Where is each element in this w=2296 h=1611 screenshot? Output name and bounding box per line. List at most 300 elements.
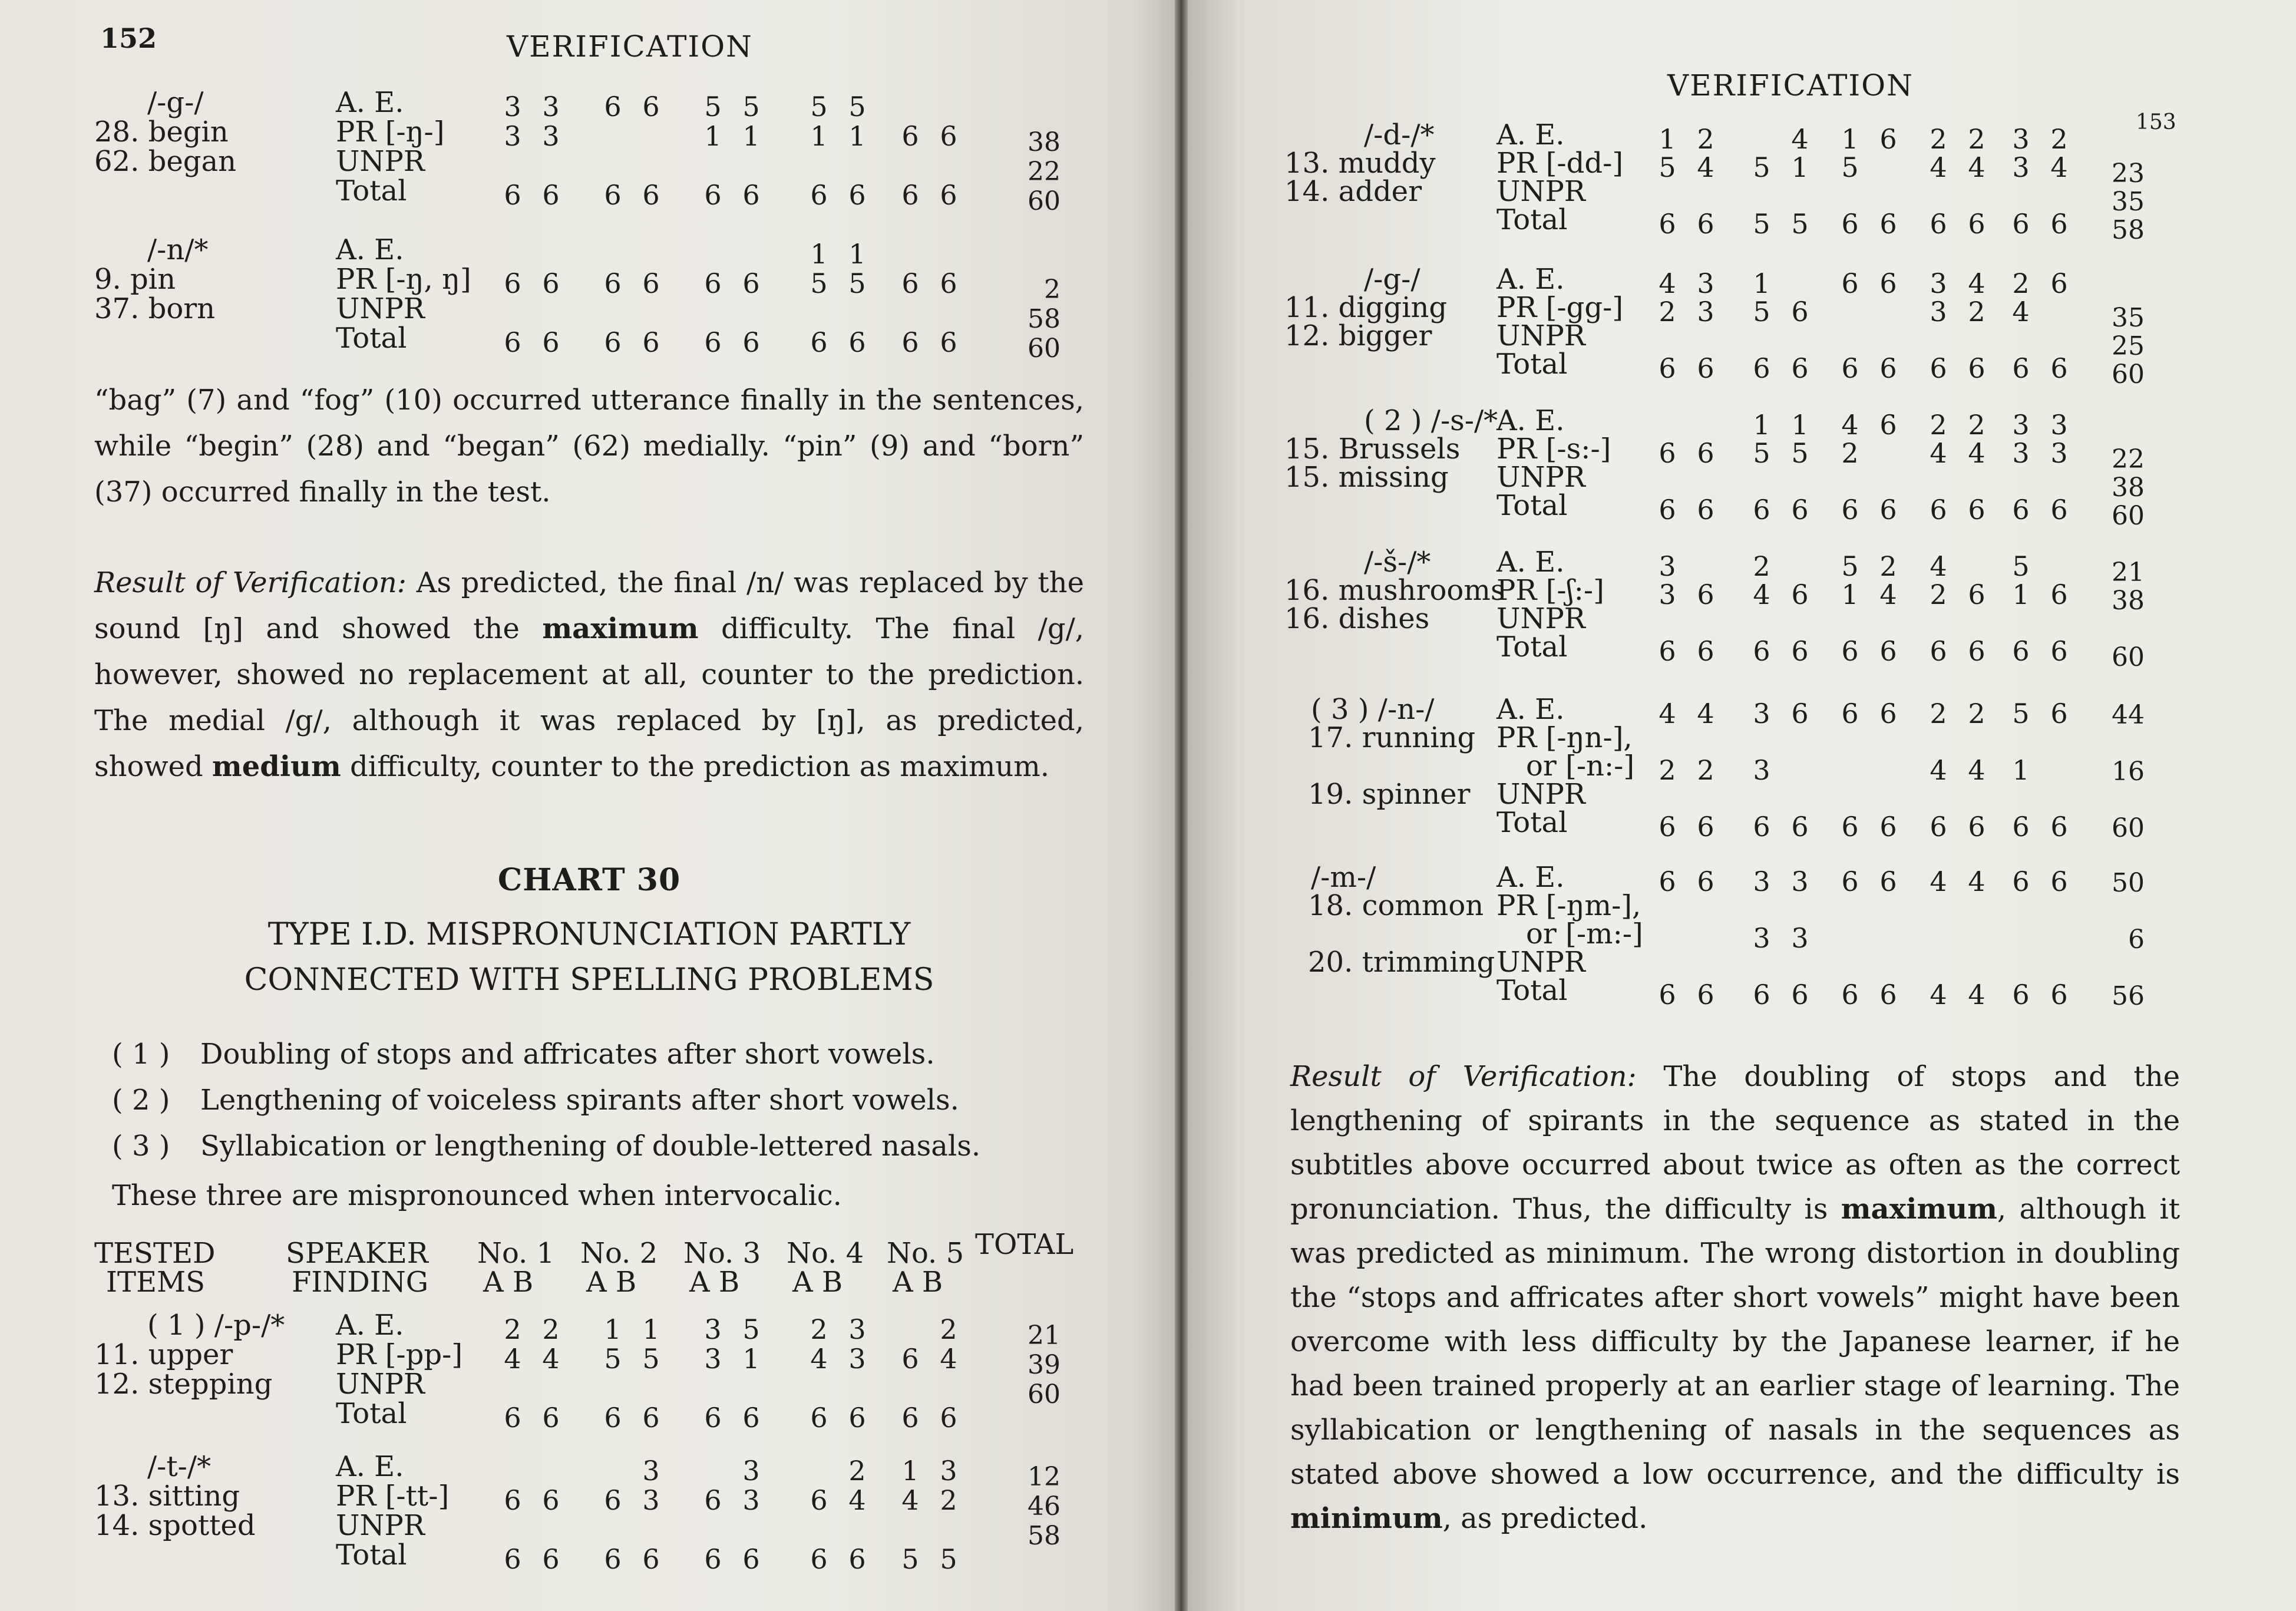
table-cell: 6 <box>1791 979 1809 1011</box>
table-cell: 2 <box>1879 550 1897 582</box>
table-cell: 6 <box>1753 811 1770 843</box>
table-cell: 6 <box>2050 268 2068 299</box>
row-label: UNPR <box>336 145 425 178</box>
table-cell: 6 <box>542 1484 560 1516</box>
row-label: Total <box>1496 974 1568 1007</box>
table-cell: 6 <box>1968 811 1986 843</box>
table-cell: 4 <box>1968 268 1986 299</box>
table-cell: 6 <box>901 179 919 211</box>
table-cell: 3 <box>1753 922 1770 954</box>
table-cell: 6 <box>642 1402 660 1434</box>
table-cell: 2 <box>1930 123 1947 155</box>
table-cell: 6 <box>742 1402 760 1434</box>
table-cell: 3 <box>642 1484 660 1516</box>
row-total: 38 <box>2112 473 2145 503</box>
test-item: 19. spinner <box>1308 778 1471 811</box>
list-text: Doubling of stops and affricates after short vowels. <box>200 1038 935 1071</box>
table-cell: 3 <box>1930 296 1947 328</box>
table-cell: 6 <box>1930 494 1947 526</box>
test-item: 13. sitting <box>94 1480 240 1513</box>
chart-subtitle-2: CONNECTED WITH SPELLING PROBLEMS <box>244 962 934 998</box>
test-item: 16. mushrooms <box>1284 574 1505 607</box>
row-total: 58 <box>1028 1521 1061 1551</box>
left-result-paragraph <box>94 560 1084 790</box>
table-cell: 6 <box>1659 811 1676 843</box>
table-cell: 6 <box>704 326 722 358</box>
table-cell: 4 <box>1659 268 1676 299</box>
table-cell: 5 <box>742 1313 760 1345</box>
chart-title: CHART 30 <box>497 862 681 898</box>
row-label: Total <box>336 1397 407 1430</box>
header-items: ITEMS <box>106 1266 206 1299</box>
row-total: 50 <box>2112 868 2145 898</box>
test-item: 11. upper <box>94 1338 233 1371</box>
row-label: A. E. <box>336 1309 404 1342</box>
header-tested: TESTED <box>94 1237 216 1270</box>
table-cell: 6 <box>1697 208 1714 240</box>
row-label: Total <box>336 1539 407 1572</box>
table-cell: 6 <box>940 1402 957 1434</box>
table-cell: 6 <box>1879 409 1897 441</box>
table-cell: 6 <box>848 1402 866 1434</box>
phoneme-label: /-š-/* <box>1364 546 1431 579</box>
table-cell: 6 <box>1841 698 1859 729</box>
table-cell: 6 <box>810 1402 828 1434</box>
table-cell: 6 <box>2012 494 2030 526</box>
table-cell: 6 <box>604 268 622 299</box>
row-label: A. E. <box>1496 404 1565 437</box>
table-cell: 4 <box>1697 698 1714 729</box>
table-cell: 6 <box>1968 579 1986 610</box>
row-total: 60 <box>1028 334 1061 364</box>
table-cell: 1 <box>1753 268 1770 299</box>
table-cell: 6 <box>504 1484 521 1516</box>
row-label: A. E. <box>336 233 404 266</box>
table-cell: 6 <box>542 179 560 211</box>
list-text: Syllabication or lengthening of double-lettered nasals. <box>200 1130 981 1163</box>
table-cell: 3 <box>504 91 521 123</box>
table-cell: 1 <box>704 120 722 152</box>
phoneme-label: /-m-/ <box>1311 861 1376 894</box>
table-cell: 5 <box>704 91 722 123</box>
table-cell: 5 <box>1753 151 1770 183</box>
table-cell: 6 <box>1791 296 1809 328</box>
right-result-text-d: , as predicted. <box>1442 1502 1648 1535</box>
table-cell: 6 <box>604 91 622 123</box>
list-number: ( 2 ) <box>112 1084 170 1117</box>
row-label: PR [-ŋm-], <box>1496 889 1641 922</box>
row-label: PR [-pp-] <box>336 1338 463 1371</box>
result-text-c: difficulty. The final /g/, however, showed no replacement at all, counter to the prediction. The medial /g/, although it was replaced by [ŋ], as predicted, showed <box>94 612 1085 783</box>
phoneme-label: ( 1 ) /-p-/* <box>147 1309 285 1342</box>
test-item: 17. running <box>1308 721 1476 754</box>
table-cell: 6 <box>542 326 560 358</box>
row-label: UNPR <box>1496 319 1585 352</box>
table-cell: 6 <box>604 326 622 358</box>
test-item: 28. begin <box>94 115 229 148</box>
table-cell: 4 <box>1968 979 1986 1011</box>
row-total: 38 <box>2112 586 2145 616</box>
table-cell: 4 <box>1968 866 1986 897</box>
row-label: A. E. <box>1496 118 1565 151</box>
table-cell: 6 <box>1659 635 1676 667</box>
table-cell: 6 <box>940 120 957 152</box>
table-cell: 4 <box>940 1343 957 1375</box>
table-cell: 1 <box>742 120 760 152</box>
table-cell: 4 <box>1930 754 1947 786</box>
row-label: Total <box>336 174 407 207</box>
table-cell: 2 <box>1968 123 1986 155</box>
right-result-label: Result of Verification: <box>1290 1060 1637 1093</box>
table-cell: 6 <box>2050 494 2068 526</box>
left-paragraph-1: “bag” (7) and “fog” (10) occurred utterance finally in the sentences, while “begin” (28) and “began” (62) medially. “pin” (9) and “born” (37) occurred finally in the test. <box>94 384 1084 509</box>
row-total: 58 <box>2112 215 2145 245</box>
row-label: or [-m:-] <box>1526 917 1643 950</box>
row-label: PR [-ʃ:-] <box>1496 574 1604 607</box>
table-cell: 3 <box>1697 296 1714 328</box>
row-label: PR [-ŋ, ŋ] <box>336 263 471 296</box>
table-cell: 6 <box>1659 494 1676 526</box>
row-label: PR [-gg-] <box>1496 291 1624 324</box>
table-cell: 1 <box>642 1313 660 1345</box>
table-cell: 6 <box>742 268 760 299</box>
table-cell: 6 <box>604 1484 622 1516</box>
phoneme-label: /-g-/ <box>1364 263 1420 296</box>
table-cell: 6 <box>1841 268 1859 299</box>
table-cell: 6 <box>1930 352 1947 384</box>
table-cell: 3 <box>848 1343 866 1375</box>
row-label: UNPR <box>336 1368 425 1401</box>
table-cell: 6 <box>901 1343 919 1375</box>
list-number: ( 3 ) <box>112 1130 170 1163</box>
table-cell: 3 <box>704 1313 722 1345</box>
table-cell: 3 <box>1697 268 1714 299</box>
phoneme-label: /-t-/* <box>147 1450 212 1483</box>
table-cell: 6 <box>642 91 660 123</box>
right-result-paragraph <box>1290 1055 2180 1541</box>
table-cell: 6 <box>2012 811 2030 843</box>
header-ab: A B <box>792 1266 843 1299</box>
row-label: PR [-ŋ-] <box>336 115 445 148</box>
phoneme-label: ( 3 ) /-n-/ <box>1311 693 1435 726</box>
row-total: 39 <box>1028 1350 1061 1380</box>
row-total: 60 <box>1028 1379 1061 1409</box>
table-cell: 4 <box>1930 151 1947 183</box>
chart-subtitle-1: TYPE I.D. MISPRONUNCIATION PARTLY <box>267 917 911 952</box>
table-cell: 4 <box>1791 123 1809 155</box>
table-cell: 5 <box>1791 437 1809 469</box>
test-item: 15. missing <box>1284 461 1449 494</box>
table-cell: 1 <box>742 1343 760 1375</box>
table-cell: 2 <box>1697 123 1714 155</box>
table-cell: 6 <box>1930 208 1947 240</box>
table-cell: 6 <box>1879 698 1897 729</box>
table-cell: 1 <box>1659 123 1676 155</box>
row-total: 56 <box>2112 981 2145 1011</box>
table-cell: 6 <box>1659 437 1676 469</box>
table-cell: 6 <box>742 179 760 211</box>
table-cell: 3 <box>940 1455 957 1487</box>
header-ab: A B <box>483 1266 534 1299</box>
table-cell: 6 <box>1697 579 1714 610</box>
table-cell: 6 <box>1659 208 1676 240</box>
list-number: ( 1 ) <box>112 1038 170 1071</box>
table-cell: 6 <box>704 1402 722 1434</box>
table-cell: 2 <box>810 1313 828 1345</box>
table-cell: 4 <box>901 1484 919 1516</box>
table-cell: 4 <box>1930 550 1947 582</box>
table-cell: 6 <box>810 326 828 358</box>
table-cell: 6 <box>642 326 660 358</box>
table-cell: 3 <box>542 91 560 123</box>
row-total: 60 <box>2112 642 2145 672</box>
table-cell: 6 <box>1841 866 1859 897</box>
table-cell: 6 <box>2050 866 2068 897</box>
table-cell: 3 <box>2012 409 2030 441</box>
result-text-d: difficulty, counter to the prediction as maximum. <box>341 750 1050 783</box>
table-cell: 2 <box>1659 754 1676 786</box>
table-cell: 6 <box>1753 979 1770 1011</box>
list-text: Lengthening of voiceless spirants after short vowels. <box>200 1084 959 1117</box>
test-item: 15. Brussels <box>1284 433 1461 466</box>
table-cell: 6 <box>1697 811 1714 843</box>
table-cell: 6 <box>1968 352 1986 384</box>
table-cell: 2 <box>1930 409 1947 441</box>
table-cell: 6 <box>1841 811 1859 843</box>
table-cell: 6 <box>1791 635 1809 667</box>
table-cell: 2 <box>2012 268 2030 299</box>
table-cell: 5 <box>810 268 828 299</box>
row-total: 25 <box>2112 331 2145 361</box>
table-cell: 4 <box>1930 979 1947 1011</box>
table-cell: 6 <box>1841 635 1859 667</box>
table-cell: 4 <box>1930 866 1947 897</box>
table-cell: 6 <box>1697 352 1714 384</box>
table-cell: 5 <box>1791 208 1809 240</box>
table-cell: 2 <box>1841 437 1859 469</box>
row-total: 21 <box>2112 557 2145 587</box>
table-cell: 6 <box>1841 208 1859 240</box>
table-cell: 6 <box>2012 866 2030 897</box>
table-cell: 5 <box>1841 151 1859 183</box>
table-cell: 1 <box>1791 409 1809 441</box>
table-cell: 1 <box>2012 579 2030 610</box>
table-cell: 6 <box>542 1543 560 1575</box>
table-cell: 6 <box>1968 635 1986 667</box>
table-cell: 1 <box>604 1313 622 1345</box>
result-bold-medium: medium <box>212 750 341 783</box>
row-label: Total <box>1496 203 1568 236</box>
list-note: These three are mispronounced when intervocalic. <box>112 1179 842 1212</box>
table-cell: 6 <box>542 1402 560 1434</box>
table-cell: 3 <box>2012 437 2030 469</box>
table-cell: 6 <box>848 179 866 211</box>
table-cell: 6 <box>2012 979 2030 1011</box>
table-cell: 5 <box>1753 296 1770 328</box>
table-cell: 6 <box>2050 208 2068 240</box>
table-cell: 1 <box>1791 151 1809 183</box>
table-cell: 4 <box>1968 754 1986 786</box>
table-cell: 6 <box>1659 979 1676 1011</box>
table-cell: 5 <box>848 91 866 123</box>
table-cell: 6 <box>742 1543 760 1575</box>
table-cell: 4 <box>1879 579 1897 610</box>
table-cell: 3 <box>1753 866 1770 897</box>
table-cell: 6 <box>810 1543 828 1575</box>
table-cell: 1 <box>1841 123 1859 155</box>
table-cell: 6 <box>504 326 521 358</box>
table-cell: 4 <box>504 1343 521 1375</box>
table-cell: 6 <box>1753 494 1770 526</box>
phoneme-label: /-g-/ <box>147 86 204 119</box>
row-label: UNPR <box>336 292 425 325</box>
table-cell: 6 <box>642 179 660 211</box>
table-cell: 2 <box>940 1484 957 1516</box>
table-cell: 3 <box>2012 151 2030 183</box>
header-ab: A B <box>893 1266 943 1299</box>
test-item: 12. bigger <box>1284 319 1432 352</box>
right-result-bold-minimum: minimum <box>1290 1502 1443 1535</box>
table-cell: 2 <box>1968 698 1986 729</box>
test-item: 12. stepping <box>94 1368 273 1401</box>
row-total: 35 <box>2112 303 2145 333</box>
header-ab: A B <box>689 1266 740 1299</box>
table-cell: 4 <box>1841 409 1859 441</box>
table-cell: 3 <box>742 1484 760 1516</box>
table-cell: 6 <box>901 120 919 152</box>
table-cell: 5 <box>810 91 828 123</box>
left-running-head: VERIFICATION <box>507 29 753 64</box>
row-total: 35 <box>2112 187 2145 217</box>
row-total: 60 <box>2112 501 2145 531</box>
test-item: 37. born <box>94 292 216 325</box>
row-total: 38 <box>1028 127 1061 157</box>
table-cell: 3 <box>1753 698 1770 729</box>
test-item: 16. dishes <box>1284 602 1430 635</box>
table-cell: 5 <box>1753 437 1770 469</box>
row-label: or [-n:-] <box>1526 750 1635 783</box>
right-result-text-a: The doubling of stops and the lengthening of spirants in the sequence as stated in the subtitles above occurred about twice as often as the correct pronunciation. Thus, the difficulty is <box>1290 1060 2181 1226</box>
table-cell: 6 <box>1968 208 1986 240</box>
result-label: Result of Verification: <box>94 566 407 599</box>
table-cell: 1 <box>1753 409 1770 441</box>
table-cell: 6 <box>1879 352 1897 384</box>
row-label: PR [-s:-] <box>1496 433 1611 466</box>
table-cell: 3 <box>742 1455 760 1487</box>
table-cell: 6 <box>1791 698 1809 729</box>
table-cell: 6 <box>901 268 919 299</box>
table-cell: 6 <box>1841 352 1859 384</box>
table-cell: 6 <box>2012 635 2030 667</box>
table-cell: 6 <box>604 1543 622 1575</box>
table-cell: 6 <box>504 268 521 299</box>
table-cell: 6 <box>1879 979 1897 1011</box>
table-cell: 4 <box>2012 296 2030 328</box>
row-total: 23 <box>2112 159 2145 189</box>
row-label: A. E. <box>1496 546 1565 579</box>
header-ab: A B <box>586 1266 637 1299</box>
table-cell: 6 <box>1697 866 1714 897</box>
test-item: 9. pin <box>94 263 176 296</box>
test-item: 14. adder <box>1284 175 1422 208</box>
table-cell: 1 <box>1841 579 1859 610</box>
table-cell: 6 <box>704 1484 722 1516</box>
header-speaker-no: No. 4 <box>787 1237 864 1270</box>
table-cell: 2 <box>1697 754 1714 786</box>
table-cell: 3 <box>1791 866 1809 897</box>
table-cell: 5 <box>604 1343 622 1375</box>
row-total: 22 <box>1028 157 1061 187</box>
header-speaker-no: No. 2 <box>580 1237 658 1270</box>
book-gutter <box>1175 0 1188 1611</box>
table-cell: 1 <box>848 120 866 152</box>
row-label: Total <box>1496 348 1568 381</box>
table-cell: 2 <box>1753 550 1770 582</box>
table-cell: 6 <box>901 1402 919 1434</box>
row-total: 44 <box>2112 700 2145 730</box>
table-cell: 6 <box>1753 635 1770 667</box>
table-cell: 6 <box>1697 979 1714 1011</box>
test-item: 18. common <box>1308 889 1484 922</box>
test-item: 11. digging <box>1284 291 1448 324</box>
table-cell: 6 <box>940 268 957 299</box>
table-cell: 3 <box>542 120 560 152</box>
table-cell: 2 <box>1930 698 1947 729</box>
row-total: 46 <box>1028 1491 1061 1521</box>
row-label: A. E. <box>336 1450 404 1483</box>
row-label: UNPR <box>1496 602 1585 635</box>
header-speaker-no: No. 1 <box>477 1237 555 1270</box>
row-label: PR [-ŋn-], <box>1496 721 1633 754</box>
table-cell: 3 <box>504 120 521 152</box>
row-label: UNPR <box>1496 461 1585 494</box>
table-cell: 6 <box>1791 811 1809 843</box>
table-cell: 6 <box>1879 811 1897 843</box>
header-speaker-no: No. 3 <box>683 1237 761 1270</box>
table-cell: 1 <box>2012 754 2030 786</box>
table-cell: 6 <box>704 1543 722 1575</box>
table-cell: 4 <box>2050 151 2068 183</box>
table-cell: 6 <box>704 179 722 211</box>
table-cell: 6 <box>2012 352 2030 384</box>
table-cell: 4 <box>848 1484 866 1516</box>
table-cell: 6 <box>810 1484 828 1516</box>
phoneme-label: /-n/* <box>147 233 209 266</box>
table-cell: 6 <box>704 268 722 299</box>
table-cell: 3 <box>848 1313 866 1345</box>
table-cell: 6 <box>1930 811 1947 843</box>
header-total: TOTAL <box>975 1228 1074 1261</box>
table-cell: 6 <box>504 1543 521 1575</box>
table-cell: 1 <box>810 120 828 152</box>
table-cell: 2 <box>504 1313 521 1345</box>
table-cell: 4 <box>1968 437 1986 469</box>
table-cell: 6 <box>1930 635 1947 667</box>
table-cell: 6 <box>1659 866 1676 897</box>
table-cell: 3 <box>1791 922 1809 954</box>
table-cell: 3 <box>2050 409 2068 441</box>
table-cell: 5 <box>940 1543 957 1575</box>
table-cell: 6 <box>2050 979 2068 1011</box>
table-cell: 3 <box>1753 754 1770 786</box>
table-cell: 6 <box>1791 494 1809 526</box>
row-total: 60 <box>2112 813 2145 843</box>
header-speaker: SPEAKER <box>286 1237 428 1270</box>
test-item: 13. muddy <box>1284 147 1436 180</box>
table-cell: 5 <box>848 268 866 299</box>
row-total: 2 <box>1044 275 1061 305</box>
table-cell: 6 <box>1879 208 1897 240</box>
